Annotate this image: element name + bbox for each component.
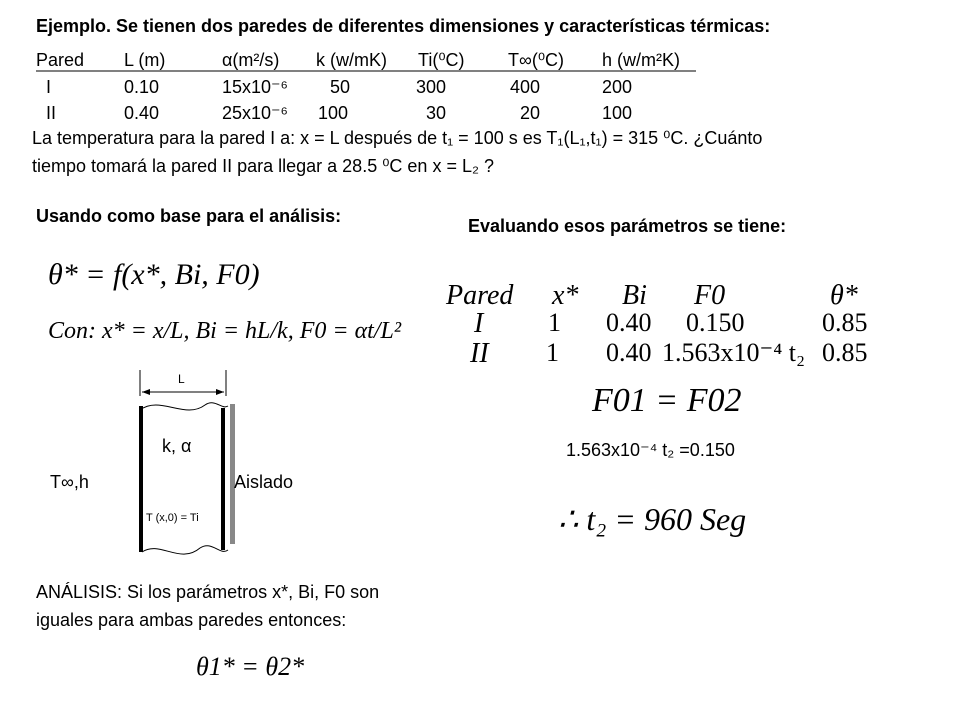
eval-header-pared: Pared: [446, 280, 514, 311]
eval-row-2-x: 1: [546, 338, 559, 367]
eval-header-bi: Bi: [622, 280, 647, 311]
table-row-2-h: 100: [602, 103, 633, 123]
table-row-1-alpha: 15x10⁻⁶: [222, 77, 288, 97]
table-header-k: k (w/mK): [316, 50, 387, 70]
eval-row-2-bi: 0.40: [606, 338, 652, 367]
table-header-tinf: T∞(⁰C): [508, 50, 565, 70]
result-line: ∴ t₂ = 960 Seg: [558, 501, 747, 537]
table-row-2-alpha: 25x10⁻⁶: [222, 103, 288, 123]
table-row-1-l: 0.10: [124, 77, 160, 97]
problem-line-1: La temperatura para la pared I a: x = L después de t₁ = 100 s es T₁(L₁,t₁) = 315 ⁰C. ¿Cuánto: [32, 128, 763, 148]
eval-header-x: x*: [552, 280, 579, 311]
table-row-1-pared: I: [46, 77, 52, 97]
convection-label: T∞,h: [50, 472, 89, 492]
eval-row-2-pared: II: [470, 338, 489, 369]
eval-row-1-bi: 0.40: [606, 308, 652, 337]
table-header-h: h (w/m²K): [602, 50, 680, 70]
eval-header-theta: θ*: [830, 280, 858, 311]
formula-theta: θ* = f(x*, Bi, F0): [48, 258, 260, 291]
material-label: k, α: [162, 436, 192, 456]
table-header-l: L (m): [124, 50, 166, 70]
page-title: Ejemplo. Se tienen dos paredes de diferentes dimensiones y características térmicas:: [36, 16, 771, 36]
dimension-label: L: [178, 372, 185, 386]
initial-condition-label: T (x,0) = Ti: [146, 512, 199, 524]
insulated-label: Aislado: [234, 472, 294, 492]
eval-row-1-x: 1: [548, 308, 561, 337]
formula-con: Con: x* = x/L, Bi = hL/k, F0 = αt/L²: [48, 318, 402, 344]
problem-line-2: tiempo tomará la pared II para llegar a 28.5 ⁰C en x = L₂ ?: [32, 156, 494, 176]
table-row-1-h: 200: [602, 77, 633, 97]
final-equation: θ1* = θ2*: [196, 652, 305, 681]
equality-f0: F01 = F02: [592, 382, 742, 419]
analysis-line-2: iguales para ambas paredes entonces:: [36, 610, 347, 630]
eval-row-1-theta: 0.85: [822, 308, 868, 337]
eval-label: Evaluando esos parámetros se tiene:: [468, 216, 787, 236]
table-row-2-l: 0.40: [124, 103, 160, 123]
table-row-2-pared: II: [46, 103, 57, 123]
eval-row-2-theta: 0.85: [822, 338, 868, 367]
eval-row-1-f0: 0.150: [686, 308, 745, 337]
equation-line: 1.563x10⁻⁴ t₂ =0.150: [566, 440, 735, 460]
analysis-line-1: ANÁLISIS: Si los parámetros x*, Bi, F0 son: [36, 582, 380, 602]
table-row-2-tinf: 20: [520, 103, 541, 123]
table-header-alpha: α(m²/s): [222, 50, 280, 70]
eval-row-1-pared: I: [474, 308, 484, 339]
table-row-2-k: 100: [318, 103, 349, 123]
table-header-ti: Ti(⁰C): [418, 50, 465, 70]
table-row-1-tinf: 400: [510, 77, 541, 97]
eval-header-f0: F0: [694, 280, 726, 311]
eval-row-2-f0: 1.563x10⁻⁴ t₂: [662, 338, 806, 367]
table-row-1-k: 50: [330, 77, 351, 97]
table-header-pared: Pared: [36, 50, 85, 70]
basis-label: Usando como base para el análisis:: [36, 206, 342, 226]
table-row-1-ti: 300: [416, 77, 447, 97]
table-row-2-ti: 30: [426, 103, 447, 123]
